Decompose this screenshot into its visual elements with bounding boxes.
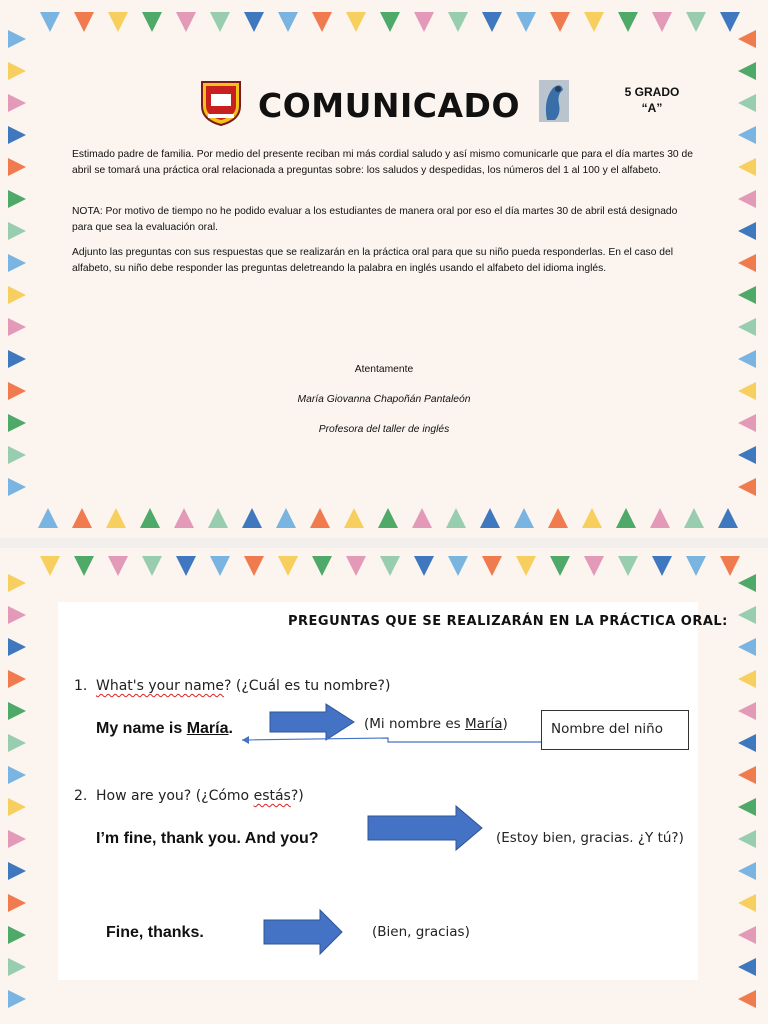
bunting-flag — [8, 158, 26, 176]
bunting-flag — [312, 556, 332, 576]
answer-1-part-b: María — [186, 720, 229, 737]
bunting-flag — [516, 12, 536, 32]
bunting-flag — [208, 508, 228, 528]
bunting-flag — [514, 508, 534, 528]
bunting-flag — [244, 12, 264, 32]
bunting-flag — [738, 30, 756, 48]
bunting-flag — [40, 556, 60, 576]
bunting-flag — [140, 508, 160, 528]
translation-1-part-a: (Mi nombre es — [364, 716, 465, 732]
bunting-flag — [738, 862, 756, 880]
bunting-flag — [106, 508, 126, 528]
signer-role: Profesora del taller de inglés — [318, 424, 450, 435]
bunting-flag — [176, 556, 196, 576]
bunting-flag — [738, 606, 756, 624]
practice-heading: PREGUNTAS QUE SE REALIZARÁN EN LA PRÁCTICA ORAL: — [288, 614, 728, 629]
bunting-flag — [738, 574, 756, 592]
bunting-flag — [108, 556, 128, 576]
bunting-flag — [738, 766, 756, 784]
bunting-flag — [720, 556, 740, 576]
grade-line-1: 5 GRADO — [624, 85, 680, 99]
letter-paragraph-3: Adjunto las preguntas con sus respuestas que se realizarán en la práctica oral para que su niño pueda responderlas. En el caso del alfabeto, su niño debe responder las preguntas deletreando la palabra en inglés usando el alfabeto del idioma inglés. — [72, 247, 674, 274]
bunting-flag — [8, 830, 26, 848]
grade-label — [612, 84, 692, 116]
bunting-flag — [8, 734, 26, 752]
bunting-flag — [738, 894, 756, 912]
bunting-flag — [8, 254, 26, 272]
bunting-flag — [8, 574, 26, 592]
bunting-flag — [346, 12, 366, 32]
bunting-flag — [650, 508, 670, 528]
bunting-flag — [8, 478, 26, 496]
bunting-flag — [738, 318, 756, 336]
bunting-flag — [584, 556, 604, 576]
bunting-flag — [312, 12, 332, 32]
bunting-flag — [738, 222, 756, 240]
bunting-flag — [738, 958, 756, 976]
bunting-flag — [108, 12, 128, 32]
bunting-flag — [448, 556, 468, 576]
bunting-flag — [738, 446, 756, 464]
bunting-flag — [480, 508, 500, 528]
bunting-flag — [686, 556, 706, 576]
bunting-flag — [242, 508, 262, 528]
bunting-flag — [8, 702, 26, 720]
bunting-flag — [738, 830, 756, 848]
bunting-flag — [412, 508, 432, 528]
bunting-flag — [652, 12, 672, 32]
bunting-flag — [380, 556, 400, 576]
bunting-flag — [142, 556, 162, 576]
bunting-flag — [720, 12, 740, 32]
bunting-flag — [738, 990, 756, 1008]
bunting-flag — [276, 508, 296, 528]
header — [0, 78, 768, 138]
answer-3: Fine, thanks. — [106, 924, 204, 941]
bunting-flag — [72, 508, 92, 528]
bunting-flag — [8, 670, 26, 688]
bunting-flag — [738, 702, 756, 720]
bunting-flag — [8, 638, 26, 656]
bunting-flag — [210, 12, 230, 32]
bunting-flag — [686, 12, 706, 32]
bunting-flag — [738, 926, 756, 944]
bunting-flag — [738, 798, 756, 816]
bunting-flag — [738, 734, 756, 752]
bunting-flag — [8, 30, 26, 48]
bunting-flag — [310, 508, 330, 528]
bunting-flag — [8, 222, 26, 240]
bunting-flag — [618, 12, 638, 32]
question-2-part-c: ?) — [290, 788, 304, 804]
bunting-flag — [582, 508, 602, 528]
bunting-flag — [738, 286, 756, 304]
bunting-flag — [378, 508, 398, 528]
bunting-flag — [8, 894, 26, 912]
bunting-flag — [8, 862, 26, 880]
bunting-flag — [8, 958, 26, 976]
translation-1-part-b: María — [464, 716, 503, 732]
bunting-flag — [448, 12, 468, 32]
bunting-flag — [8, 990, 26, 1008]
bunting-flag — [346, 556, 366, 576]
bunting-flag — [414, 556, 434, 576]
question-1-part-b: ? (¿Cuál es tu nombre?) — [224, 678, 391, 694]
bunting-flag — [8, 286, 26, 304]
bunting-flag — [38, 508, 58, 528]
bunting-flag — [738, 670, 756, 688]
bunting-flag — [738, 478, 756, 496]
translation-3: (Bien, gracias) — [372, 924, 470, 940]
bunting-flag — [548, 508, 568, 528]
closing: Atentamente — [354, 364, 414, 375]
translation-1-part-c: ) — [502, 716, 508, 732]
answer-1-part-a: My name is — [96, 720, 187, 737]
school-shield-logo — [200, 80, 242, 126]
question-1-part-a: What's your name — [96, 678, 225, 694]
bunting-flag — [550, 556, 570, 576]
bunting-flag — [684, 508, 704, 528]
bunting-flag — [718, 508, 738, 528]
practice-card — [58, 602, 728, 980]
bunting-flag — [278, 12, 298, 32]
bunting-flag — [8, 766, 26, 784]
bunting-flag — [74, 12, 94, 32]
bunting-flag — [278, 556, 298, 576]
bunting-flag — [74, 556, 94, 576]
bunting-flag — [738, 638, 756, 656]
bunting-flag — [210, 556, 230, 576]
bunting-flag — [616, 508, 636, 528]
bunting-flag — [8, 446, 26, 464]
question-2-part-b: estás — [253, 788, 291, 804]
bunting-flag — [8, 318, 26, 336]
bunting-flag — [516, 556, 536, 576]
bunting-flag — [738, 190, 756, 208]
bunting-flag — [40, 12, 60, 32]
answer-1-part-c: . — [228, 720, 233, 737]
bunting-flag — [482, 12, 502, 32]
signer-name: María Giovanna Chapoñán Pantaleón — [297, 394, 471, 405]
bunting-flag — [344, 508, 364, 528]
bunting-flag — [244, 556, 264, 576]
grade-line-2: “A” — [641, 101, 663, 115]
bunting-flag — [446, 508, 466, 528]
question-2-part-a: How are you? (¿Cómo — [96, 788, 254, 804]
bunting-flag — [550, 12, 570, 32]
translation-2: (Estoy bien, gracias. ¿Y tú?) — [496, 830, 684, 846]
bunting-flag — [8, 190, 26, 208]
bunting-flag — [738, 254, 756, 272]
bunting-flag — [414, 12, 434, 32]
bunting-flag — [8, 926, 26, 944]
bunting-flag — [618, 556, 638, 576]
bunting-flag — [142, 12, 162, 32]
bunting-flag — [8, 798, 26, 816]
page-title: COMUNICADO — [258, 86, 521, 125]
question-1-number: 1. — [74, 678, 88, 694]
crest-logo — [539, 80, 569, 122]
answer-2: I’m fine, thank you. And you? — [96, 830, 319, 847]
bunting-flag — [176, 12, 196, 32]
bunting-flag — [380, 12, 400, 32]
question-2-number: 2. — [74, 788, 88, 804]
letter-paragraph-2: NOTA: Por motivo de tiempo no he podido evaluar a los estudiantes de manera oral por eso el día martes 30 de abril está designado para que sea la evaluación oral. — [72, 206, 678, 233]
letter-paragraph-1: Estimado padre de familia. Por medio del presente reciban mi más cordial saludo y así mismo comunicarle que para el día martes 30 de abril se tomará una práctica oral relacionada a preguntas sobre: los saludos y despedidas, los números del 1 al 100 y el alfabeto. — [72, 149, 693, 176]
bunting-flag — [738, 158, 756, 176]
bunting-flag — [8, 606, 26, 624]
bunting-flag — [174, 508, 194, 528]
bunting-flag — [652, 556, 672, 576]
bunting-flag — [584, 12, 604, 32]
child-name-label: Nombre del niño — [551, 721, 663, 737]
bunting-flag — [482, 556, 502, 576]
